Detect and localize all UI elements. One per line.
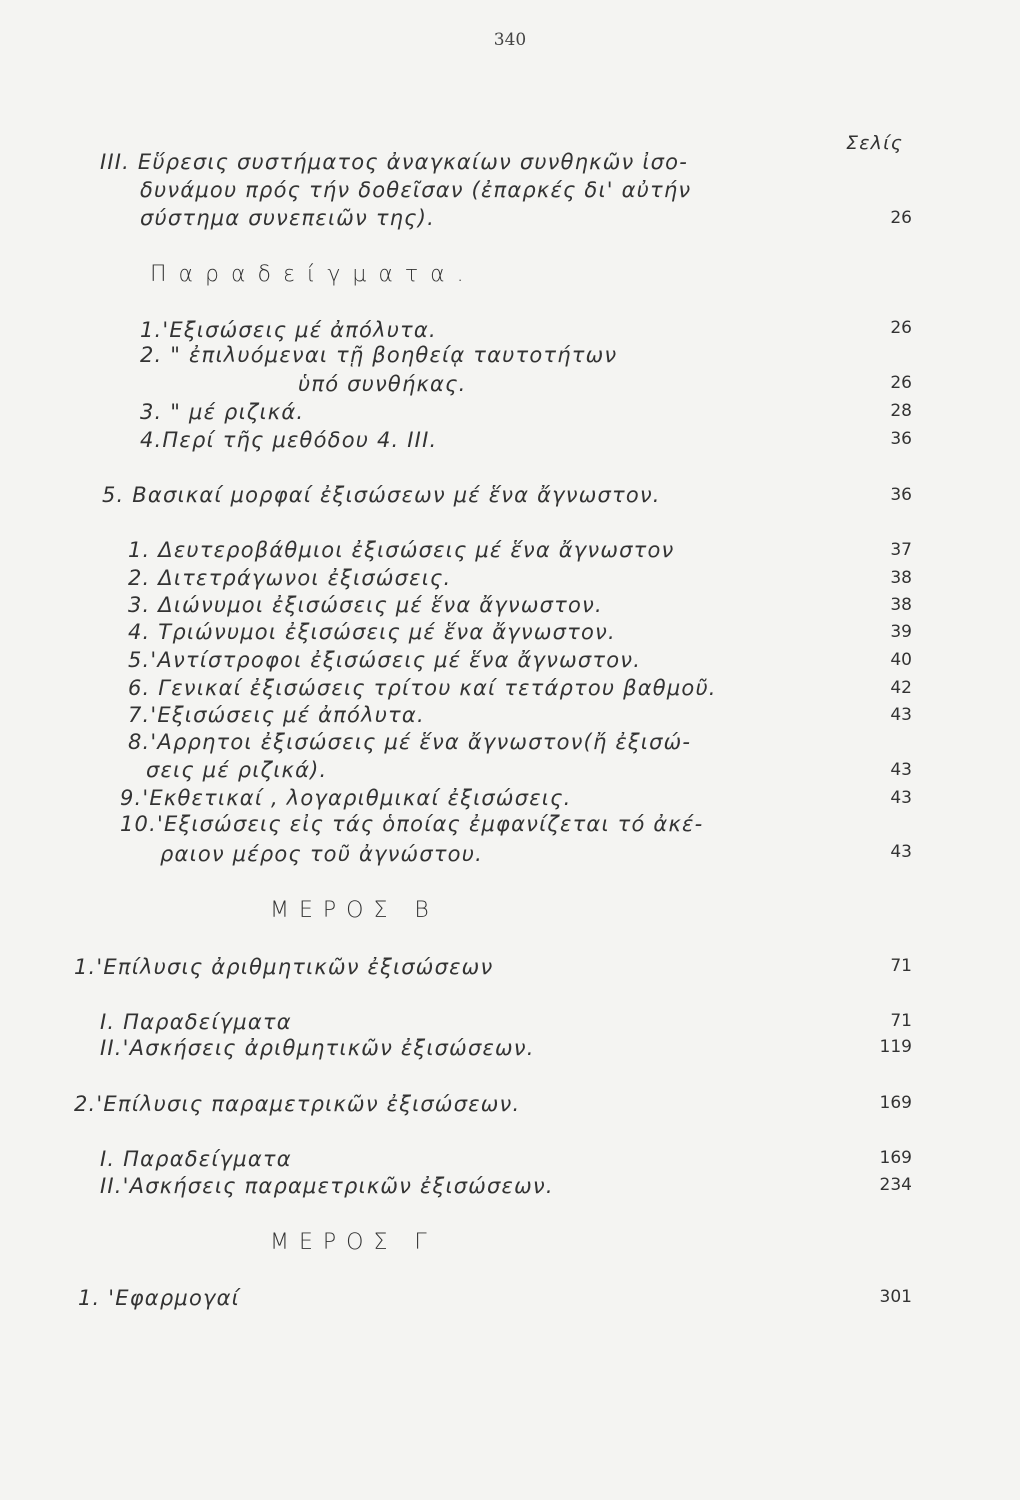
part-b-entry-2: Ι. Παραδείγματα [100,1010,292,1034]
example-2-line-1: 2. " ἐπιλυόμεναι τῇ βοηθείᾳ ταυτοτήτων [140,343,618,367]
section-5-item-7-page: 43 [890,705,912,725]
page-number: 340 [493,30,527,50]
section-iii-line-3: σύστημα συνεπειῶν της). [140,206,435,230]
part-b-entry-3-page: 119 [879,1037,912,1057]
section-5-item-10-line-2: ραιον μέρος τοῦ ἀγνώστου. [160,842,483,866]
part-b-entry-4-page: 169 [879,1093,912,1113]
column-header-pages: Σελίς [846,132,904,154]
example-4-page: 36 [890,429,912,449]
section-5-item-3: 3. Διώνυμοι ἐξισώσεις μέ ἕνα ἄγνωστον. [128,593,603,617]
section-5-item-1: 1. Δευτεροβάθμιοι ἐξισώσεις μέ ἕνα ἄγνωστον [128,538,675,562]
example-3: 3. " μέ ριζικά. [140,400,305,424]
part-b-entry-1-page: 71 [890,956,912,976]
section-5-item-9-page: 43 [890,788,912,808]
examples-heading: Παραδείγματα. [150,262,476,287]
section-5-item-1-page: 37 [890,540,912,560]
section-5-item-8-line-2: σεις μέ ριζικά). [146,758,328,782]
section-5-item-5-page: 40 [890,650,912,670]
part-c-entry-1: 1. 'Εφαρμογαί [78,1286,240,1310]
section-5-item-8-page: 43 [890,760,912,780]
section-iii-line-2: δυνάμου πρός τήν δοθεῖσαν (ἐπαρκές δι' αὐτήν [140,178,692,202]
example-1: 1.'Εξισώσεις μέ ἀπόλυτα. [140,318,437,342]
part-b-entry-2-page: 71 [890,1011,912,1031]
part-b-entry-1: 1.'Επίλυσις ἀριθμητικῶν ἐξισώσεων [74,955,494,979]
example-1-page: 26 [890,318,912,338]
section-5-item-6-page: 42 [890,678,912,698]
part-b-entry-5: Ι. Παραδείγματα [100,1147,292,1171]
section-5-item-4-page: 39 [890,622,912,642]
example-3-page: 28 [890,401,912,421]
section-5-item-3-page: 38 [890,595,912,615]
section-5: 5. Βασικαί μορφαί ἐξισώσεων μέ ἕνα ἄγνωστον. [102,483,661,507]
section-5-page: 36 [890,485,912,505]
section-5-item-6: 6. Γενικαί ἐξισώσεις τρίτου καί τετάρτου βαθμοῦ. [128,676,717,700]
part-b-heading: ΜΕΡΟΣ Β [270,898,439,923]
part-b-entry-5-page: 169 [879,1148,912,1168]
section-5-item-9: 9.'Εκθετικαί , λογαριθμικαί ἐξισώσεις. [120,786,572,810]
example-2-line-2: ὑπό συνθήκας. [298,372,467,396]
example-2-page: 26 [890,373,912,393]
section-5-item-10-line-1: 10.'Εξισώσεις εἰς τάς ὁποίας ἐμφανίζεται τό ἀκέ- [120,812,704,836]
part-b-entry-6-page: 234 [879,1175,912,1195]
section-5-item-10-page: 43 [890,842,912,862]
section-5-item-4: 4. Τριώνυμοι ἐξισώσεις μέ ἕνα ἄγνωστον. [128,620,616,644]
section-5-item-5: 5.'Αντίστροφοι ἐξισώσεις μέ ἕνα ἄγνωστον. [128,648,642,672]
part-b-entry-3: ΙΙ.'Ασκήσεις ἀριθμητικῶν ἐξισώσεων. [100,1036,535,1060]
section-5-item-2: 2. Διτετράγωνοι ἐξισώσεις. [128,566,452,590]
section-5-item-2-page: 38 [890,568,912,588]
section-iii-line-1: III. Εὕρεσις συστήματος ἀναγκαίων συνθηκῶν ἰσο- [100,150,688,174]
section-5-item-7: 7.'Εξισώσεις μέ ἀπόλυτα. [128,703,425,727]
part-b-entry-4: 2.'Επίλυσις παραμετρικῶν ἐξισώσεων. [74,1092,521,1116]
part-c-entry-1-page: 301 [879,1287,912,1307]
part-c-heading: ΜΕΡΟΣ Γ [270,1230,437,1255]
part-b-entry-6: ΙΙ.'Ασκήσεις παραμετρικῶν ἐξισώσεων. [100,1174,554,1198]
section-5-item-8-line-1: 8.'Αρρητοι ἐξισώσεις μέ ἕνα ἄγνωστον(ἤ ἐξισώ- [128,730,692,754]
example-4: 4.Περί τῆς μεθόδου 4. III. [140,428,438,452]
section-iii-page: 26 [890,208,912,228]
